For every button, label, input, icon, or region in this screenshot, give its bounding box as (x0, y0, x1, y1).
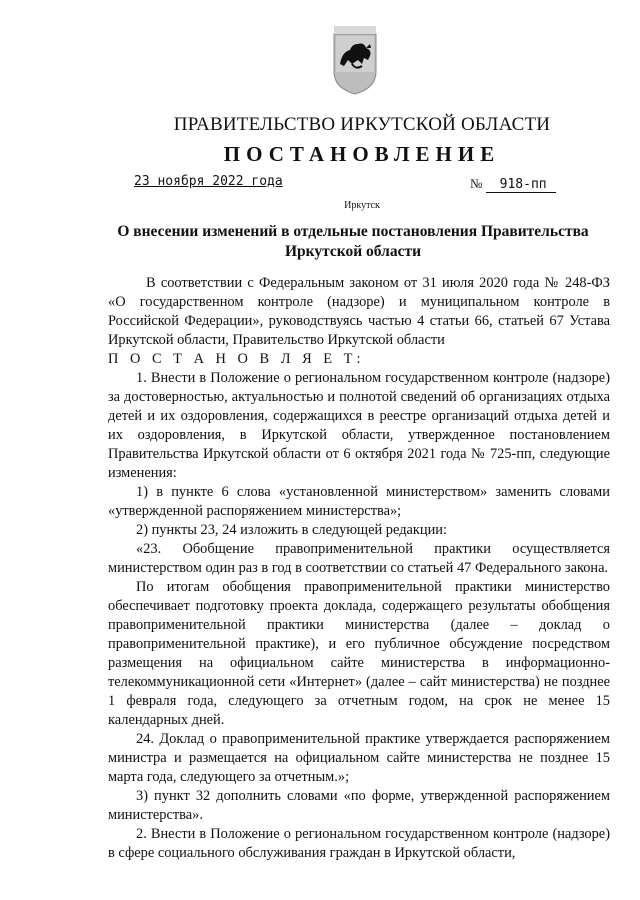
paragraph: 2) пункты 23, 24 изложить в следующей редакции: (136, 522, 447, 538)
paragraph: 24. Доклад о правоприменительной практике утверждается распоряжением министра и размещается на официальном сайте министерства не позднее 15 марта года, следующего за отчетным.»; (108, 731, 610, 785)
coat-of-arms-icon (330, 24, 380, 96)
preamble-paragraph: В соответствии с Федеральным законом от 31 июля 2020 года № 248-ФЗ «О государственном контроле (надзоре) и муниципальном контроле в Российской Федерации», руководствуясь частью 4 статьи 66, статьей 67 Устава Иркутской области, Правительство Иркутской области (108, 275, 610, 348)
date-value: 23 ноября 2022 года (134, 174, 283, 189)
document-title: О внесении изменений в отдельные постановления Правительства Иркутской области (117, 223, 589, 260)
government-name: ПРАВИТЕЛЬСТВО ИРКУТСКОЙ ОБЛАСТИ (173, 114, 551, 135)
document-type: ПОСТАНОВЛЕНИЕ (223, 142, 501, 166)
paragraph: По итогам обобщения правоприменительной практики министерство обеспечивает подготовку проекта доклада, содержащего результаты обобщения правоприменительной практики министерства (далее – доклад о правоприменительной практике), и его публичное обсуждение посредством размещения на официальном сайте министерства в информационно-телекоммуникационной сети «Интернет» (далее – сайт министерства) не позднее 1 февраля года, следующего за отчетным годом, на срок не менее 15 календарных дней. (108, 579, 610, 728)
number-sign: № (470, 176, 483, 191)
paragraph: 2. Внести в Положение о региональном государственном контроле (надзоре) в сфере социального обслуживания граждан в Иркутской области, (108, 826, 610, 861)
number-value: 918-пп (486, 177, 556, 193)
paragraph: 3) пункт 32 дополнить словами «по форме, утвержденной распоряжением министерства». (108, 788, 610, 823)
document-number (470, 176, 556, 193)
document-date (134, 174, 283, 189)
city: Иркутск (344, 200, 380, 211)
paragraph: «23. Обобщение правоприменительной практики осуществляется министерством один раз в год в соответствии со статьей 47 Федерального закона. (108, 541, 610, 576)
paragraph: 1. Внести в Положение о региональном государственном контроле (надзоре) за достоверностью, актуальностью и полнотой сведений об организациях отдыха детей и их оздоровления, содержащихся в реестре организаций отдыха детей и их оздоровления, в Иркутской области, утвержденное постановлением Правительства Иркутской области от 6 октября 2021 года № 725-пп, следующие изменения: (108, 370, 610, 481)
document-body (108, 274, 610, 863)
paragraph: 1) в пункте 6 слова «установленной министерством» заменить словами «утвержденной распоряжением министерства»; (108, 484, 610, 519)
resolves-heading: П О С Т А Н О В Л Я Е Т: (108, 351, 365, 367)
